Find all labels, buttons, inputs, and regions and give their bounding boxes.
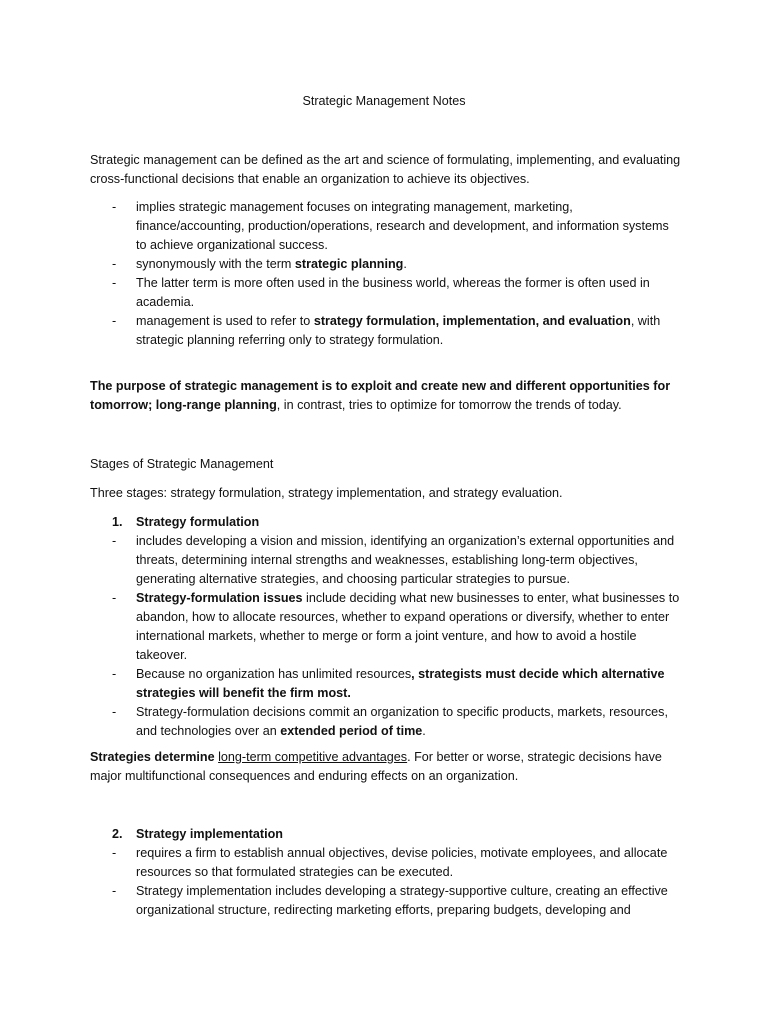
stage-1-heading [112, 513, 682, 532]
list-dash: - [112, 667, 117, 681]
list-dash: - [112, 591, 117, 605]
list-item [112, 312, 682, 350]
list-item-text: implies strategic management focuses on integrating management, marketing, finance/accounting, production/operations, research and development, and information systems to achieve organizational success. [136, 200, 669, 252]
list-item-text: include deciding what new businesses to enter, what businesses to abandon, how to allocate resources, whether to expand operations or diversify, whether to enter international markets, whether to merge or form a joint venture, and how to avoid a hostile takeover. [136, 591, 680, 662]
list-dash: - [112, 314, 117, 328]
list-item-text: , with strategic planning referring only to strategy formulation. [136, 314, 661, 347]
strategies-paragraph [90, 748, 690, 786]
list-item [112, 703, 682, 741]
list-dash: - [112, 884, 117, 898]
page-title: Strategic Management Notes [302, 94, 466, 108]
stages-heading: Stages of Strategic Management [90, 457, 274, 471]
list-item-text: Strategy implementation includes developing a strategy-supportive culture, creating an effective organizational structure, redirecting marketing efforts, preparing budgets, developing and [136, 884, 668, 917]
list-item-bold: Strategy-formulation issues [136, 591, 303, 605]
intro-paragraph: Strategic management can be defined as the art and science of formulating, implementing, and evaluating cross-functional decisions that enable an organization to achieve its objectives. [90, 153, 681, 186]
purpose-bold: The purpose of strategic management is to exploit and create new and different opportunities for tomorrow; long-range planning [90, 379, 671, 412]
list-item [112, 882, 682, 920]
stage-title: Strategy implementation [136, 827, 283, 841]
list-item-bold: strategic planning [294, 257, 404, 271]
list-item [112, 589, 682, 665]
list-dash: - [112, 276, 117, 290]
list-item-text: includes developing a vision and mission, identifying an organization’s external opportunities and threats, determining internal strengths and weaknesses, establishing long-term objectives, generating alternative strategies, and choosing particular strategies to pursue. [136, 534, 675, 586]
list-item [112, 255, 682, 274]
stage-title: Strategy formulation [136, 515, 260, 529]
list-dash: - [112, 534, 117, 548]
list-item [112, 532, 682, 589]
purpose-paragraph [90, 377, 690, 415]
list-item [112, 844, 682, 882]
strategies-text: . For better or worse, strategic decisions have major multifunctional consequences and enduring effects on an organization. [90, 750, 662, 783]
stage-number: 2. [112, 827, 123, 841]
list-dash: - [112, 846, 117, 860]
list-item [112, 665, 682, 703]
three-stages-paragraph: Three stages: strategy formulation, strategy implementation, and strategy evaluation. [90, 486, 563, 500]
list-item-text: synonymously with the term [136, 257, 295, 271]
definition-list [112, 198, 682, 350]
list-item-text: Because no organization has unlimited resources [136, 667, 412, 681]
list-dash: - [112, 200, 117, 214]
list-item-bold: , strategists must decide which alternative strategies will benefit the firm most. [136, 667, 665, 700]
list-item-bold: strategy formulation, implementation, and evaluation [313, 314, 631, 328]
list-item-text: . [422, 724, 426, 738]
purpose-text: , in contrast, tries to optimize for tomorrow the trends of today. [276, 398, 622, 412]
stage-number: 1. [112, 515, 123, 529]
list-item [112, 274, 682, 312]
list-item-text: requires a firm to establish annual objectives, devise policies, motivate employees, and allocate resources so that formulated strategies can be executed. [136, 846, 668, 879]
list-dash: - [112, 705, 117, 719]
stage-2-heading [112, 825, 682, 844]
strategies-bold: Strategies determine [90, 750, 219, 764]
strategies-underline: long-term competitive advantages [218, 750, 408, 764]
list-item-text: Strategy-formulation decisions commit an organization to specific products, markets, resources, and technologies over an [136, 705, 668, 738]
list-item-text: management is used to refer to [136, 314, 314, 328]
stage-1-list [112, 532, 682, 741]
list-item-text: The latter term is more often used in the business world, whereas the former is often used in academia. [136, 276, 650, 309]
list-item-bold: extended period of time [280, 724, 423, 738]
stage-2-list [112, 844, 682, 920]
list-dash: - [112, 257, 117, 271]
list-item-text: . [403, 257, 407, 271]
list-item [112, 198, 682, 255]
